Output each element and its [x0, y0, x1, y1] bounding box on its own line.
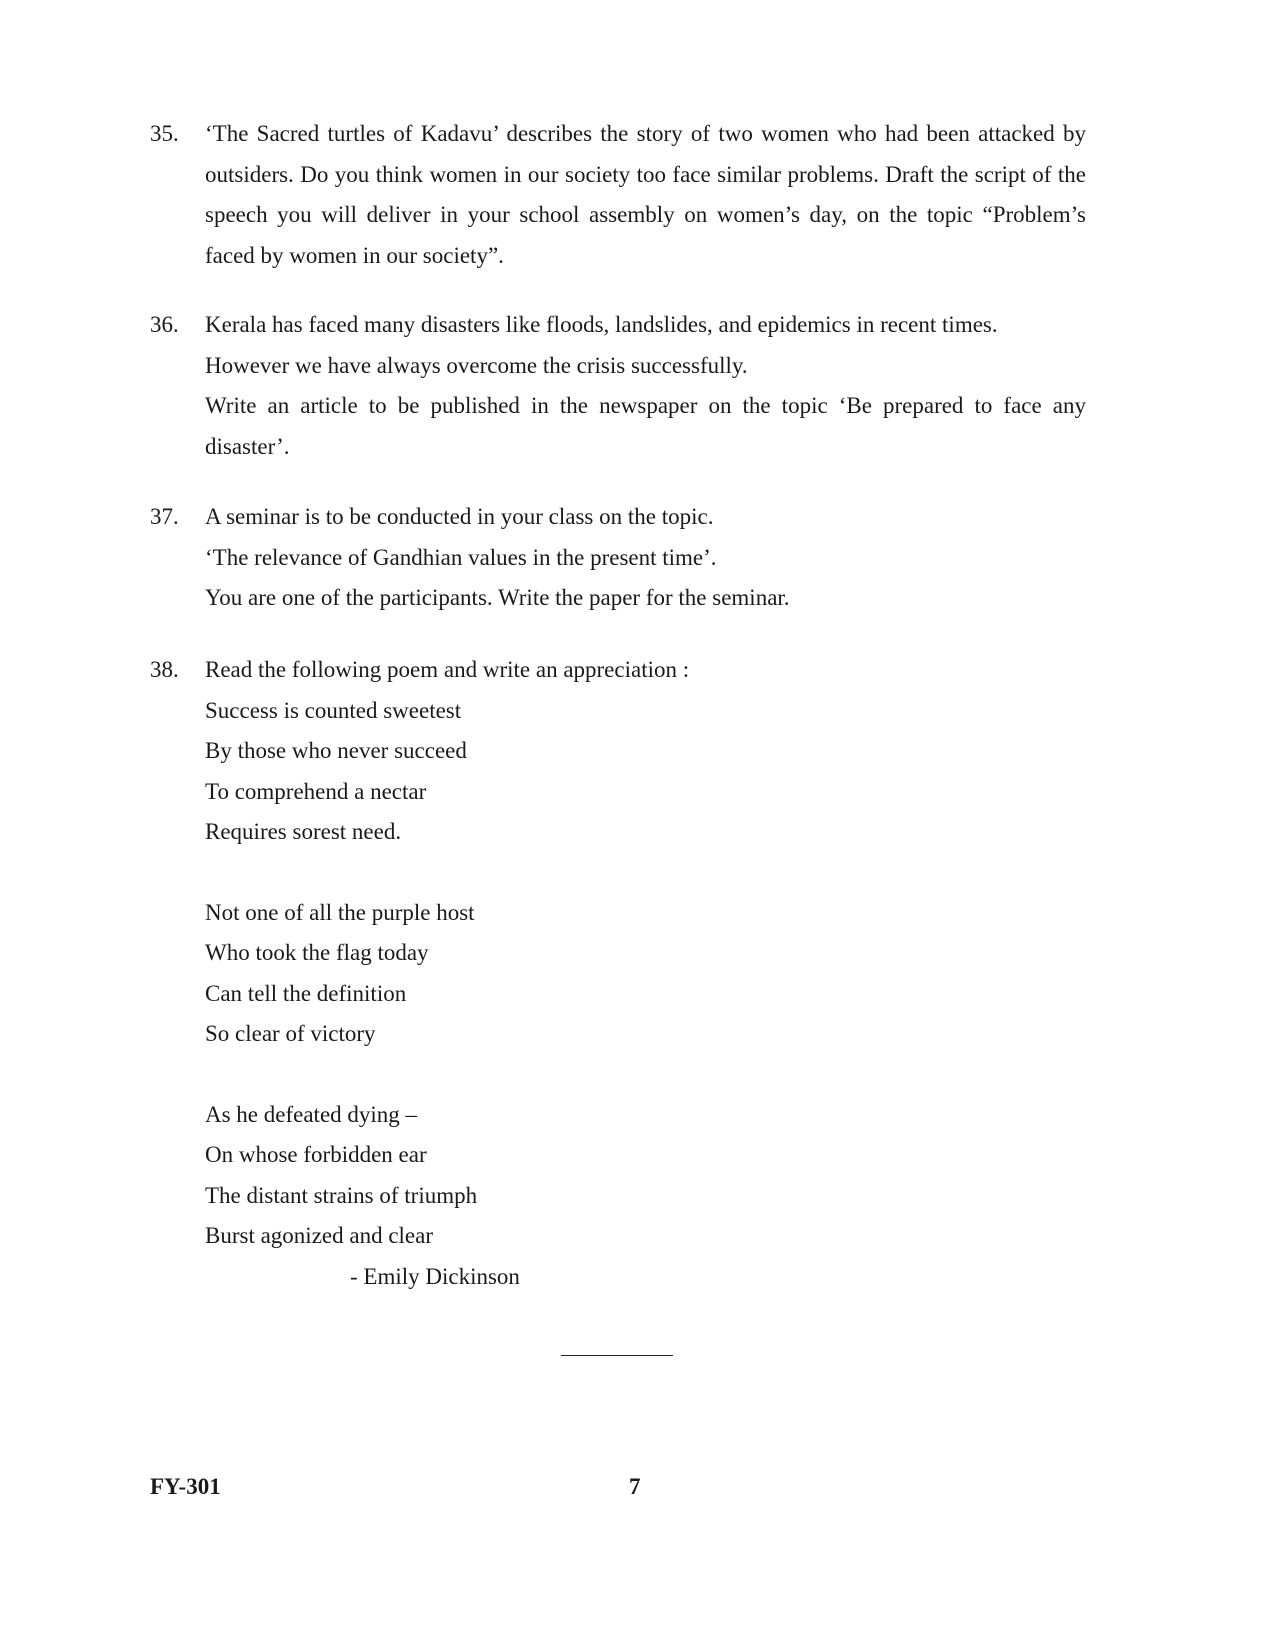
question-instruction: Read the following poem and write an appreciation : — [205, 657, 690, 682]
page-number: 7 — [629, 1474, 641, 1499]
poem-line: On whose forbidden ear — [205, 1142, 427, 1167]
poem-stanza-1 — [205, 691, 1086, 853]
poem-line: Not one of all the purple host — [205, 899, 475, 925]
question-text: You are one of the participants. Write the paper for the seminar. — [205, 585, 790, 610]
poem-line: As he defeated dying – — [205, 1101, 418, 1127]
question-text: Write an article to be published in the newspaper on the topic ‘Be prepared to face any disaster’. — [205, 393, 1086, 459]
question-text: Kerala has faced many disasters like floods, landslides, and epidemics in recent times. — [205, 312, 998, 337]
question-number: 36. — [150, 312, 179, 337]
paper-code: FY-301 — [150, 1474, 221, 1499]
question-number: 38. — [150, 657, 179, 682]
poem-line: By those who never succeed — [205, 738, 467, 763]
question-text: A seminar is to be conducted in your class on the topic. — [205, 504, 714, 529]
poem-line: So clear of victory — [205, 1021, 376, 1046]
question-number: 35. — [150, 121, 179, 146]
question-38 — [150, 650, 1086, 1297]
poem-line: Requires sorest need. — [205, 819, 402, 844]
poem-attribution: - Emily Dickinson — [350, 1263, 520, 1289]
poem-line: Success is counted sweetest — [205, 697, 462, 723]
question-text: ‘The relevance of Gandhian values in the present time’. — [205, 544, 717, 570]
poem-line: Can tell the definition — [205, 980, 407, 1006]
question-35 — [150, 114, 1086, 276]
poem-stanza-3 — [205, 1095, 1086, 1298]
question-37 — [150, 497, 1086, 619]
question-number: 37. — [150, 504, 179, 529]
poem-line: Who took the flag today — [205, 940, 429, 965]
question-36 — [150, 305, 1086, 467]
end-of-questions-rule — [561, 1355, 673, 1356]
poem-stanza-2 — [205, 893, 1086, 1055]
question-text: ‘The Sacred turtles of Kadavu’ describes the story of two women who had been attacked by outsiders. Do you think women in our society too face similar problems. Draft the script of the speech you will deliver in your school assembly on women’s day, on the topic “Problem’s faced by women in our society”. — [205, 121, 1086, 268]
question-text: However we have always overcome the crisis successfully. — [205, 352, 748, 378]
poem-line: To comprehend a nectar — [205, 778, 427, 804]
poem-line: Burst agonized and clear — [205, 1223, 433, 1248]
poem-line: The distant strains of triumph — [205, 1182, 478, 1208]
